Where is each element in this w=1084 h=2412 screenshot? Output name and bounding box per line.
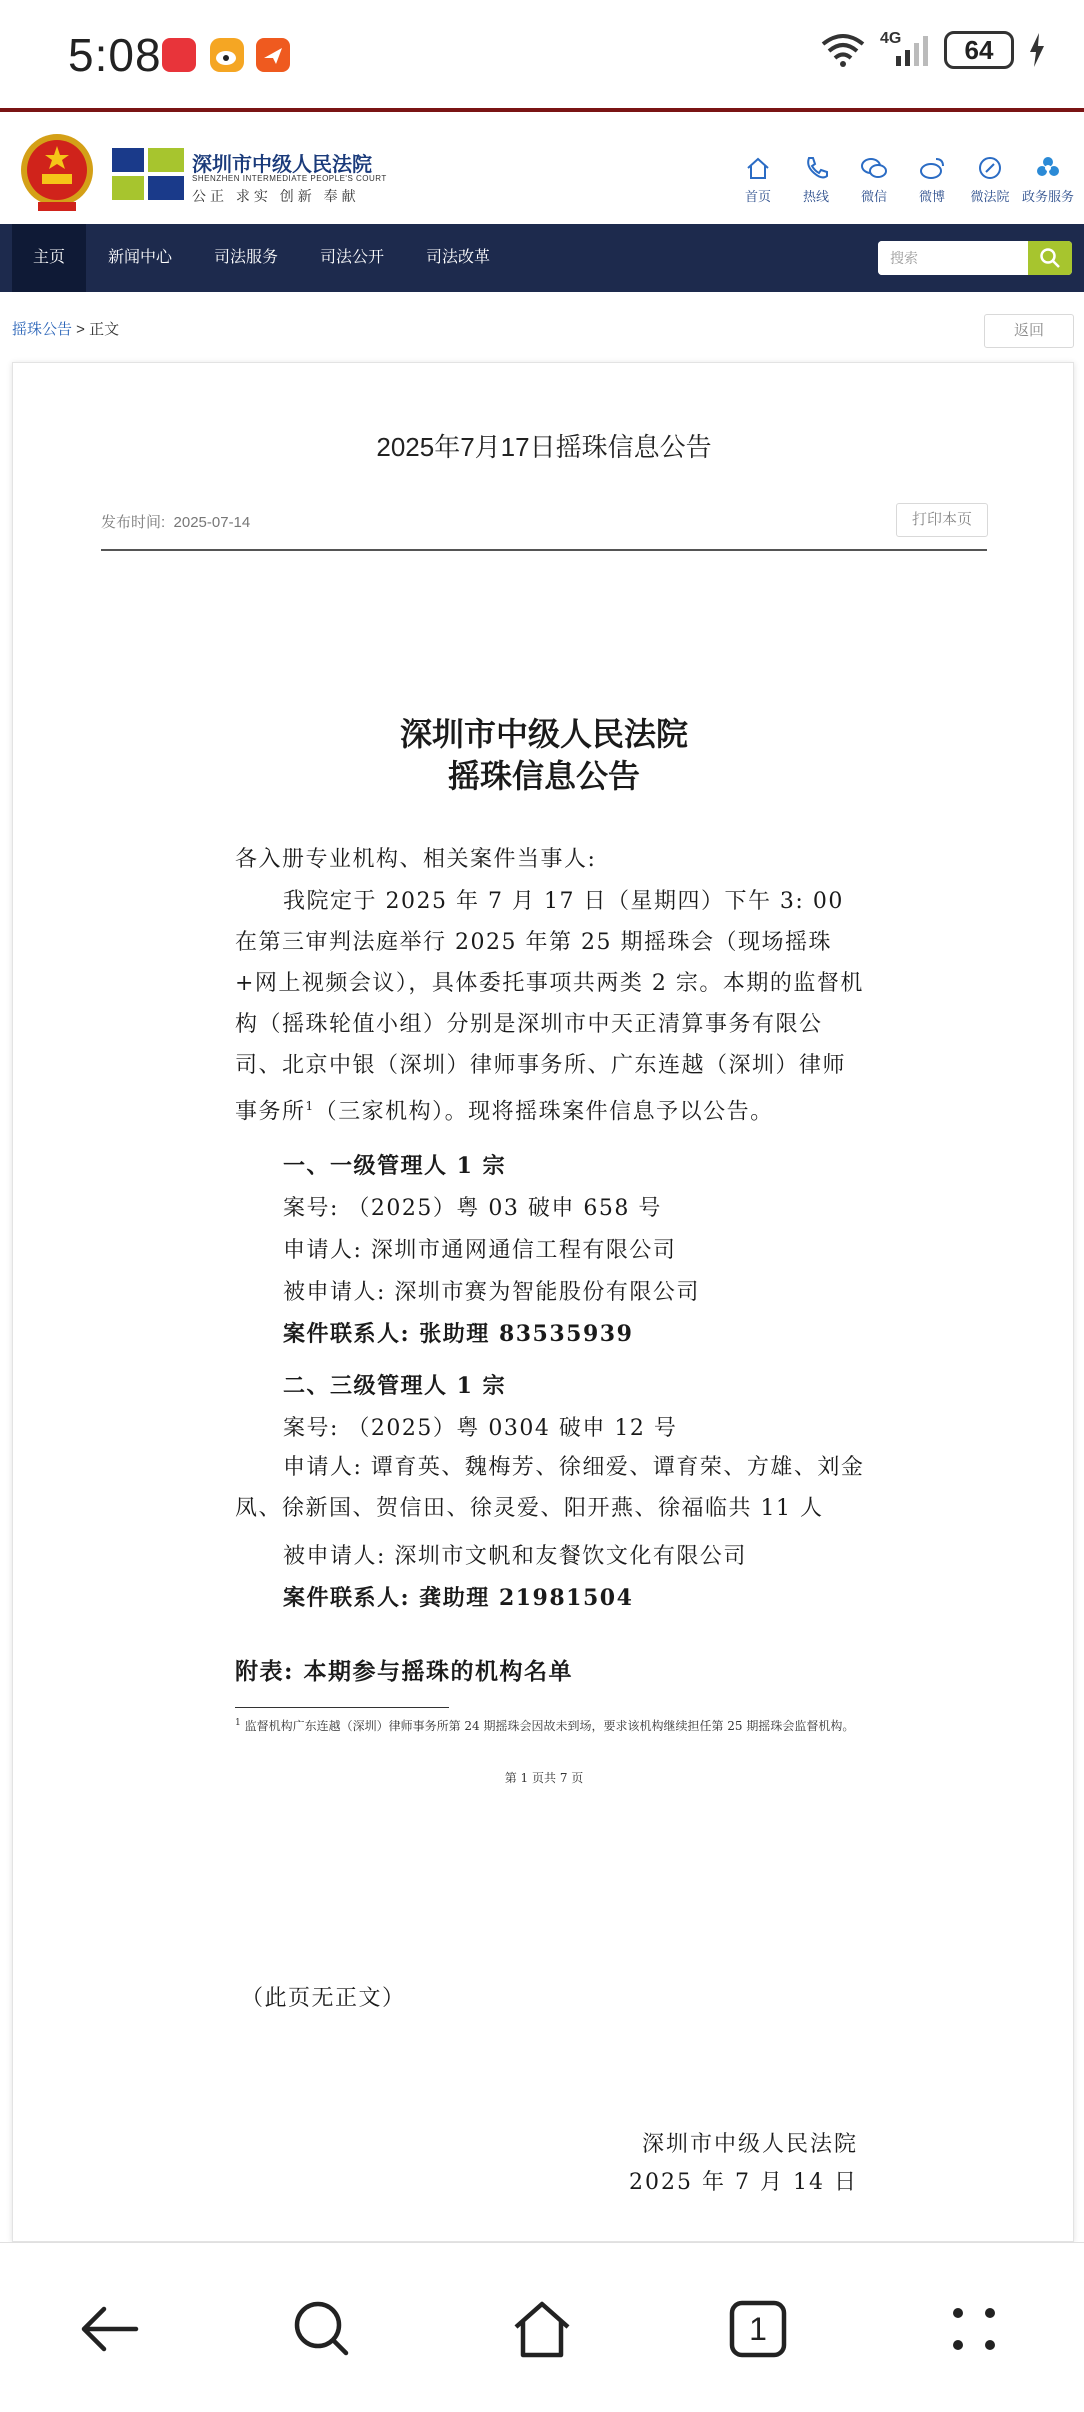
header-link-micro-court[interactable]: 微法院 <box>968 154 1012 205</box>
section2-applicant: 申请人: 谭育英、魏梅芳、徐细爱、谭育荣、方雄、刘金凤、徐新国、贺信田、徐灵爱、阳开燕、徐福临共 11 人 <box>235 1455 865 1521</box>
browser-bottom-bar <box>0 2242 1084 2412</box>
wechat-icon <box>860 154 888 182</box>
header-links <box>736 154 1075 205</box>
breadcrumb <box>12 318 119 339</box>
weibo-app-icon <box>210 38 244 72</box>
court-name: 深圳市中级人民法院 <box>192 154 372 176</box>
dots-menu-icon <box>942 2297 1006 2361</box>
search-icon <box>1039 247 1061 269</box>
nav-judicial-disclosure[interactable]: 司法公开 <box>319 249 384 266</box>
main-nav <box>0 224 1084 292</box>
header-link-wechat[interactable]: 微信 <box>852 154 896 205</box>
document-heading-court: 深圳市中级人民法院 <box>399 715 688 753</box>
status-bar <box>0 0 1084 108</box>
status-time: 5:08 <box>68 29 162 81</box>
appendix-title: 附表: 本期参与摇珠的机构名单 <box>235 1658 573 1685</box>
section1-case-no: 案号: （2025）粤 03 破申 658 号 <box>283 1196 662 1221</box>
search-button[interactable] <box>1028 241 1072 275</box>
footnote-rule <box>235 1707 449 1708</box>
tabs-button[interactable] <box>722 2293 794 2365</box>
huawei-app-icon <box>162 38 196 72</box>
header-link-gov-service[interactable]: 政务服务 <box>1026 154 1070 205</box>
home-nav-button[interactable] <box>506 2293 578 2365</box>
section1-applicant: 申请人: 深圳市通网通信工程有限公司 <box>283 1238 677 1263</box>
article-card <box>12 362 1074 2242</box>
national-emblem-icon <box>18 130 96 214</box>
signal-icon <box>894 34 930 68</box>
blank-page-note: （此页无正文） <box>241 1986 406 2011</box>
document-heading-title: 摇珠信息公告 <box>447 757 640 795</box>
nav-home[interactable]: 主页 <box>12 224 86 292</box>
search-icon <box>290 2297 354 2361</box>
gov-service-icon <box>1034 154 1062 182</box>
status-indicators <box>820 30 1046 70</box>
header-link-home[interactable]: 首页 <box>736 154 780 205</box>
site-header <box>0 112 1084 224</box>
home-icon <box>744 154 772 182</box>
section2-contact: 案件联系人: 龚助理 21981504 <box>283 1585 634 1611</box>
print-button[interactable]: 打印本页 <box>896 503 988 537</box>
nav-judicial-reform[interactable]: 司法改革 <box>425 249 490 266</box>
court-name-en: SHENZHEN INTERMEDIATE PEOPLE'S COURT <box>192 174 387 183</box>
battery-indicator: 64 <box>944 31 1014 69</box>
message-app-icon <box>256 38 290 72</box>
tab-count: 1 <box>749 2311 767 2347</box>
back-button[interactable]: 返回 <box>984 314 1074 348</box>
micro-court-icon <box>976 154 1004 182</box>
menu-button[interactable] <box>938 2293 1010 2365</box>
signal-indicator <box>880 30 930 70</box>
section1-title: 一、一级管理人 1 宗 <box>283 1153 507 1179</box>
back-nav-button[interactable] <box>72 2293 144 2365</box>
header-link-hotline[interactable]: 热线 <box>794 154 838 205</box>
network-type: 4G <box>880 30 902 47</box>
home-icon <box>510 2297 574 2361</box>
nav-news-center[interactable]: 新闻中心 <box>107 249 172 266</box>
section2-title: 二、三级管理人 1 宗 <box>283 1373 507 1399</box>
search-nav-button[interactable] <box>286 2293 358 2365</box>
breadcrumb-lottery-notices[interactable]: 摇珠公告 <box>12 321 73 338</box>
title-divider <box>101 549 987 551</box>
header-link-weibo[interactable]: 微博 <box>910 154 954 205</box>
section2-respondent: 被申请人: 深圳市文帆和友餐饮文化有限公司 <box>283 1544 747 1569</box>
document-salutation: 各入册专业机构、相关案件当事人: <box>235 847 597 872</box>
article-title: 2025年7月17日摇珠信息公告 <box>376 432 712 462</box>
section1-respondent: 被申请人: 深圳市赛为智能股份有限公司 <box>283 1280 700 1305</box>
court-motto: 公正 求实 创新 奉献 <box>192 188 360 204</box>
breadcrumb-current: 正文 <box>89 321 120 338</box>
wifi-icon <box>820 32 866 68</box>
signature-org: 深圳市中级人民法院 <box>641 2132 858 2157</box>
court-logo-icon <box>112 148 184 200</box>
footnote: $^1$ 监督机构广东连越（深圳）律师事务所第 24 期摇珠会因故未到场，要求该机构继续担任第 25 期摇珠会监督机构。 <box>235 1718 855 1733</box>
page-number: 第 1 页共 7 页 <box>504 1771 584 1785</box>
signature-date: 2025 年 7 月 14 日 <box>629 2170 858 2195</box>
nav-judicial-service[interactable]: 司法服务 <box>213 249 278 266</box>
arrow-left-icon <box>76 2297 140 2361</box>
search-input[interactable] <box>878 241 1028 275</box>
publish-date: 发布时间: 2025-07-14 <box>101 514 251 531</box>
breadcrumb-separator: > <box>72 321 90 338</box>
section1-contact: 案件联系人: 张助理 83535939 <box>283 1321 634 1347</box>
weibo-icon <box>918 154 946 182</box>
charging-icon <box>1028 33 1046 67</box>
search-box <box>878 241 1072 275</box>
section2-case-no: 案号: （2025）粤 0304 破申 12 号 <box>283 1416 678 1441</box>
phone-icon <box>802 154 830 182</box>
document-paragraph: 我院定于 2025 年 7 月 17 日（星期四）下午 3: 00 在第三审判法庭举行 2025 年第 25 期摇珠会（现场摇珠+网上视频会议），具体委托事项共两类 2 宗。本期的监督机构（摇珠轮值小组）分别是深圳市中天正清算事务有限公司、北京中银（深圳）律师事务所、广东连越（深圳）律师事务所$^1$（三家机构）。现将摇珠案件信息予以公告。 <box>235 889 864 1125</box>
